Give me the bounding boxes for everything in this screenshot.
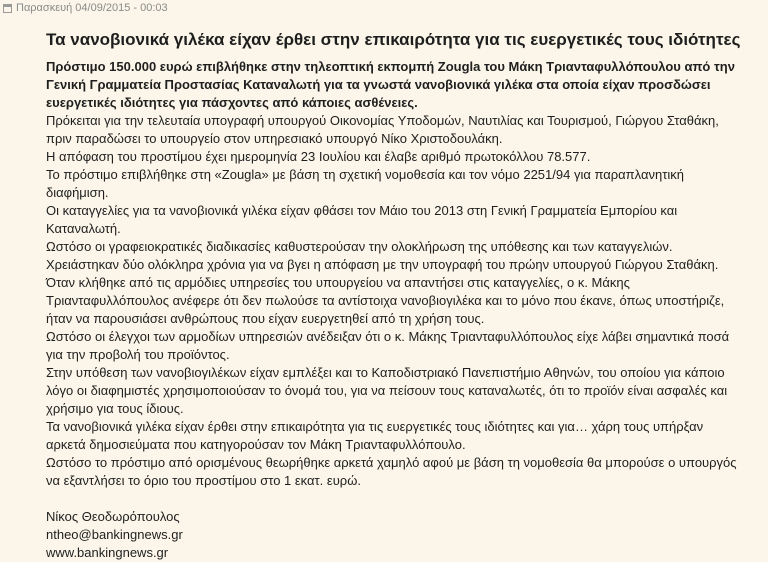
paragraph: Η απόφαση του προστίμου έχει ημερομηνία 23 Ιουλίου και έλαβε αριθμό πρωτοκόλλου 78.577.	[46, 149, 591, 164]
dateline	[3, 1, 168, 15]
paragraph: Οι καταγγελίες για τα νανοβιονικά γιλέκα είχαν φθάσει τον Μάιο του 2013 στη Γενική Γραμματεία Εμπορίου και Καταναλωτή.	[46, 203, 678, 236]
paragraph: Στην υπόθεση των νανοβιογιλέκων είχαν εμπλέξει και το Καποδιστριακό Πανεπιστήμιο Αθηνών, του οποίου για κάποιο λόγο οι διαφημιστές χρησιμοποιούσαν το όνομά του, για να πείσουν τους καταναλωτές, ότι το προϊόν είναι ασφαλές και χρήσιμο για τους ίδιους.	[46, 365, 728, 416]
paragraph: Ωστόσο οι γραφειοκρατικές διαδικασίες καθυστερούσαν την ολοκλήρωση της υπόθεσης και των καταγγελιών.	[46, 239, 673, 254]
article-title: Τα νανοβιονικά γιλέκα είχαν έρθει στην επικαιρότητα για τις ευεργετικές τους ιδιότητες	[46, 30, 741, 49]
paragraph: Χρειάστηκαν δύο ολόκληρα χρόνια για να βγει η απόφαση με την υπογραφή του πρώην υπουργού Γιώργου Σταθάκη.	[46, 257, 719, 272]
author-name: Νίκος Θεοδωρόπουλος	[46, 509, 180, 524]
author-email: ntheo@bankingnews.gr	[46, 527, 183, 542]
paragraph: Το πρόστιμο επιβλήθηκε στη «Zougla» με βάση τη σχετική νομοθεσία και τον νόμο 2251/94 για παραπλανητική διαφήμιση.	[46, 167, 684, 200]
article-lead: Πρόστιμο 150.000 ευρώ επιβλήθηκε στην τηλεοπτική εκπομπή Zougla του Μάκη Τριανταφυλλόπουλου από την Γενική Γραμματεία Προστασίας Καταναλωτή για τα γνωστά νανοβιονικά γιλέκα στα οποία είχαν προσδώσει ευεργετικές ιδιότητες για πάσχοντες από κάποιες ασθένειες.	[46, 59, 735, 110]
paragraph: Ωστόσο το πρόστιμο από ορισμένους θεωρήθηκε αρκετά χαμηλό αφού με βάση τη νομοθεσία θα μπορούσε ο υπουργός να εξαντλήσει το όριο του προστίμου στο 1 εκατ. ευρώ.	[46, 455, 737, 488]
website-link[interactable]: www.bankingnews.gr	[46, 545, 169, 560]
publish-date: Παρασκευή 04/09/2015 - 00:03	[16, 2, 168, 14]
paragraph: Πρόκειται για την τελευταία υπογραφή υπουργού Οικονομίας Υποδομών, Ναυτιλίας και Τουρισμού, Γιώργου Σταθάκη, πριν παραδώσει το υπουργείο στον υπηρεσιακό υπουργό Νίκο Χριστοδουλάκη.	[46, 113, 719, 146]
article-body	[46, 58, 746, 562]
paragraph: Τα νανοβιονικά γιλέκα είχαν έρθει στην επικαιρότητα για τις ευεργετικές τους ιδιότητες και για… χάρη τους υπήρξαν αρκετά δημοσιεύματα που κατηγορούσαν τον Μάκη Τριανταφυλλόπουλο.	[46, 419, 704, 452]
paragraph: Ωστόσο οι έλεγχοι των αρμοδίων υπηρεσιών ανέδειξαν ότι ο κ. Μάκης Τριανταφυλλόπουλος είχε λάβει σημαντικά ποσά για την προβολή του προϊόντος.	[46, 329, 730, 362]
spacer	[46, 490, 746, 508]
paragraph: Όταν κλήθηκε από τις αρμόδιες υπηρεσίες του υπουργείου να απαντήσει στις καταγγελίες, ο κ. Μάκης Τριανταφυλλόπουλος ανέφερε ότι δεν πωλούσε τα αντίστοιχα νανοβιογιλέκα και το μόνο που έκανε, όπως υποστήριζε, ήταν να παρουσιάσει ανθρώπους που είχαν ευεργετηθεί από τη χρήση τους.	[46, 275, 725, 326]
calendar-icon	[3, 4, 12, 13]
